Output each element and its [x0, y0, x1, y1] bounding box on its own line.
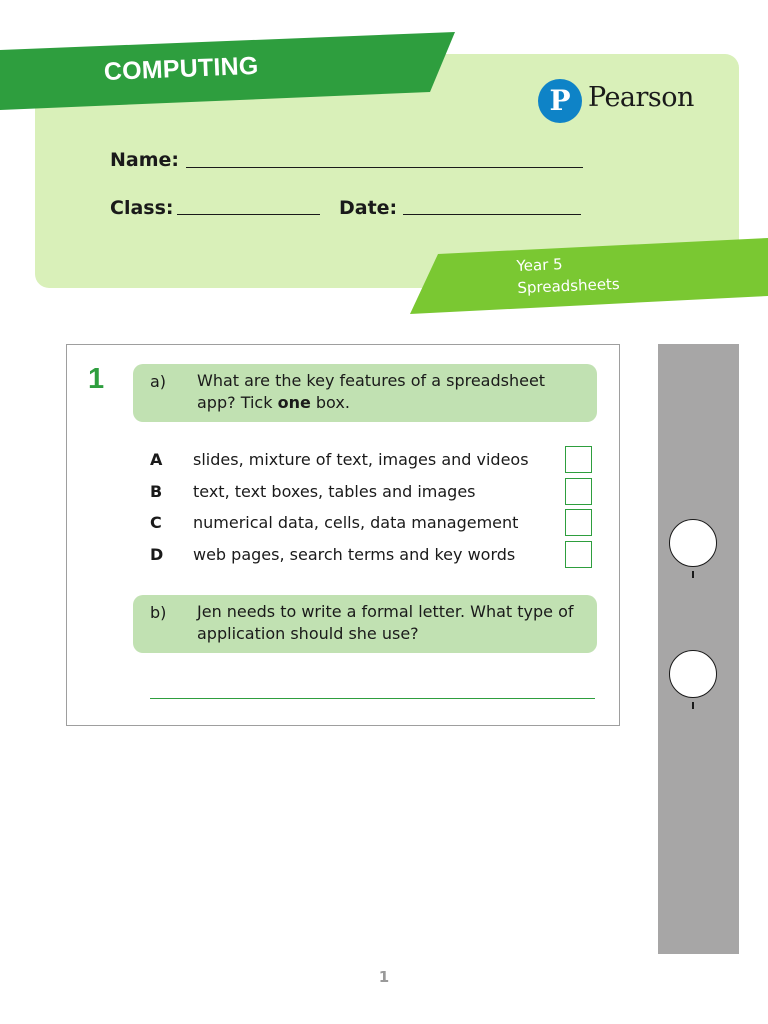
option-d-checkbox[interactable]: [565, 541, 592, 568]
part-a-text-bold: one: [277, 393, 311, 412]
date-field[interactable]: [403, 214, 581, 215]
option-b-text: text, text boxes, tables and images: [193, 482, 476, 501]
option-b-checkbox[interactable]: [565, 478, 592, 505]
part-a-text: [197, 370, 587, 414]
mark-value-a: [692, 571, 694, 578]
option-c-checkbox[interactable]: [565, 509, 592, 536]
part-b-text: Jen needs to write a formal letter. What type of application should she use?: [197, 602, 574, 643]
publisher-name: Pearson: [588, 82, 694, 113]
logo-letter: P: [549, 84, 571, 117]
marks-margin: [658, 344, 739, 954]
year-label: Year 5: [516, 255, 563, 276]
page-number: 1: [378, 968, 390, 986]
option-c-letter: C: [150, 513, 162, 532]
part-a-text-start: What are the key features of a spreadsheet app? Tick: [197, 371, 546, 412]
option-d-letter: D: [150, 545, 164, 564]
class-field[interactable]: [177, 214, 320, 215]
option-b-letter: B: [150, 482, 163, 501]
option-a-letter: A: [150, 450, 163, 469]
subject-title: COMPUTING: [103, 51, 259, 86]
name-label: Name:: [110, 149, 180, 171]
class-label: Class:: [110, 197, 174, 219]
mark-circle-b[interactable]: [669, 650, 717, 698]
topic-label: Spreadsheets: [517, 274, 621, 297]
mark-circle-a[interactable]: [669, 519, 717, 567]
part-a-text-end: box.: [310, 393, 350, 412]
option-d-text: web pages, search terms and key words: [193, 545, 516, 564]
question-number: 1: [88, 363, 105, 395]
part-b-label: b): [150, 603, 167, 622]
name-field[interactable]: [186, 167, 583, 168]
part-b-answer-line[interactable]: [150, 698, 595, 699]
mark-value-b: [692, 702, 694, 709]
option-c-text: numerical data, cells, data management: [193, 513, 519, 532]
date-label: Date:: [339, 197, 398, 219]
pearson-logo-icon: [538, 79, 582, 123]
year-topic-label: [516, 251, 620, 299]
option-a-checkbox[interactable]: [565, 446, 592, 473]
part-a-label: a): [150, 372, 167, 391]
option-a-text: slides, mixture of text, images and videos: [193, 450, 529, 469]
